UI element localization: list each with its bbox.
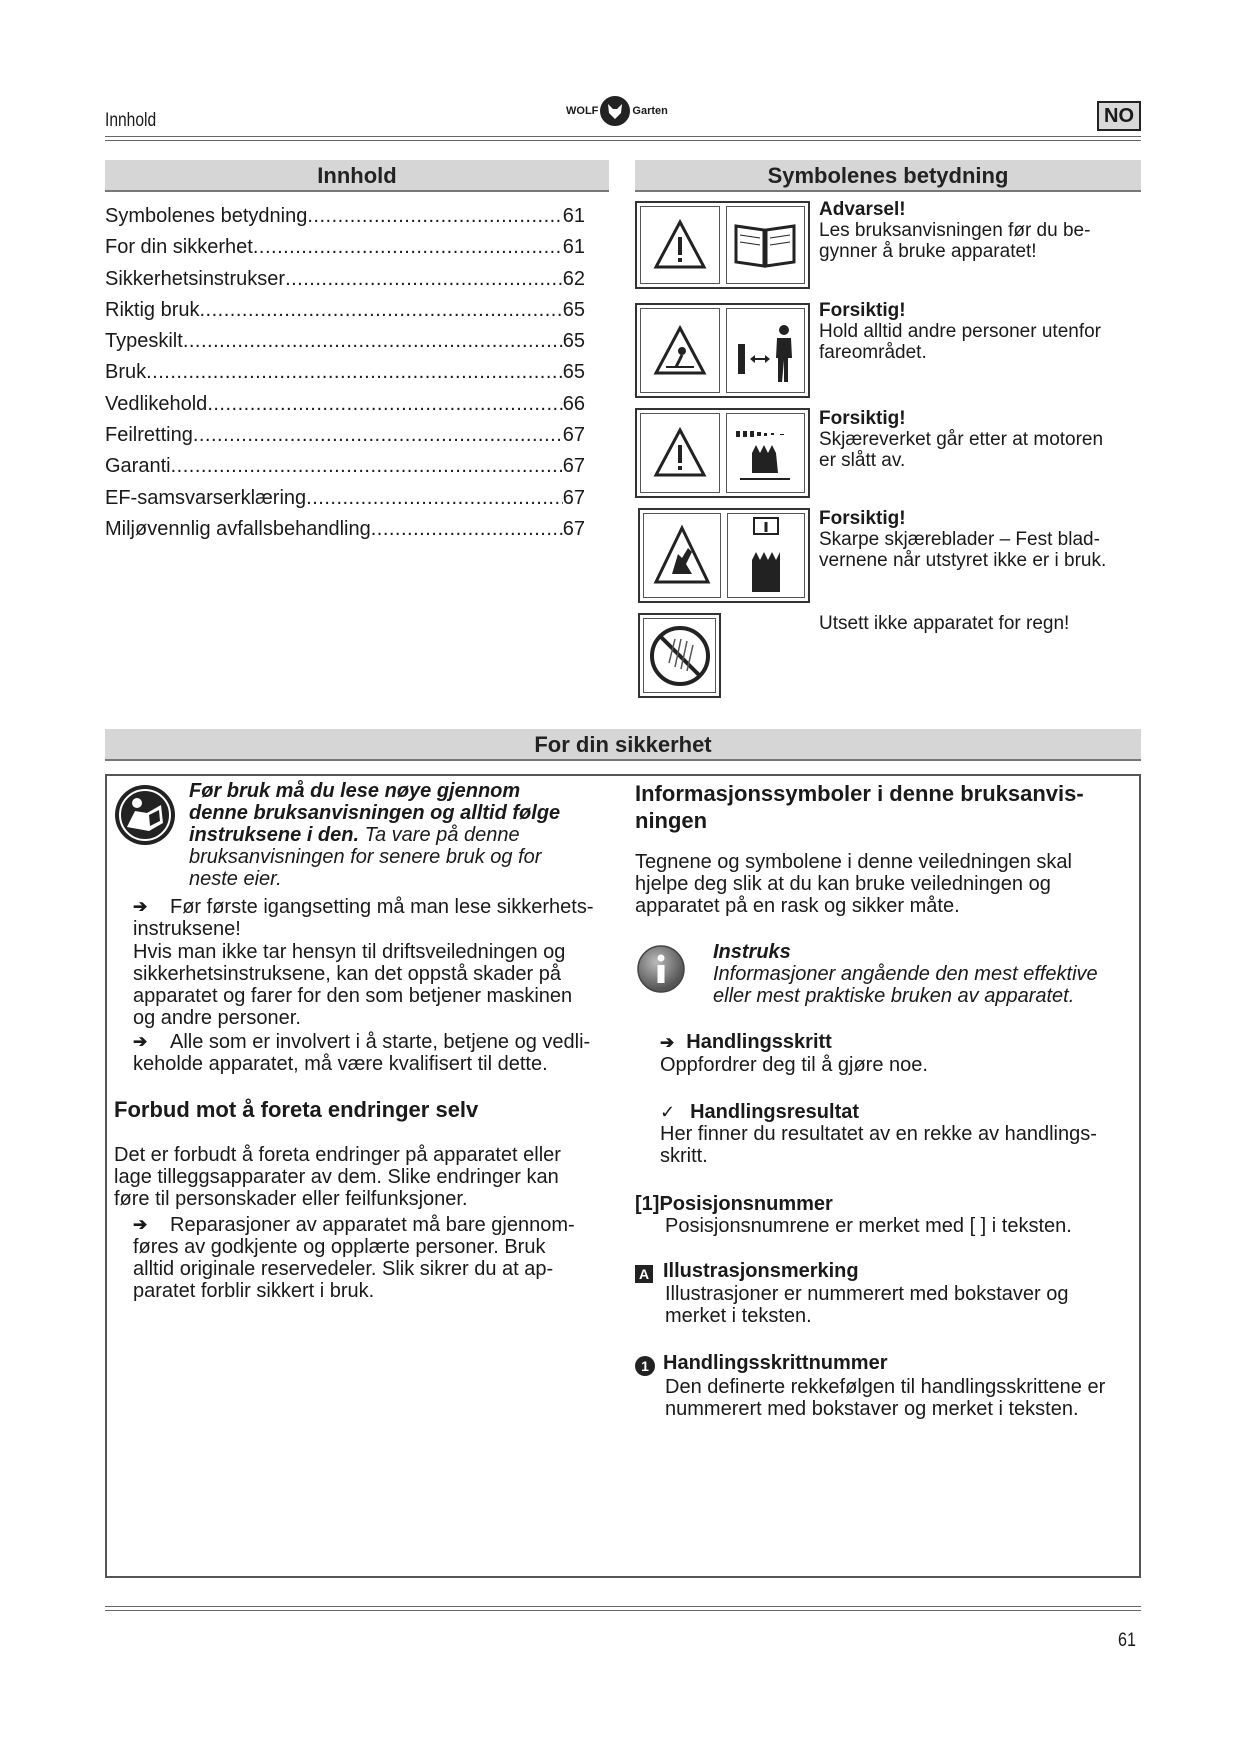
toc-item-title: Typeskilt — [105, 330, 183, 353]
symbol-heading-1: Advarsel! — [819, 199, 906, 220]
toc-leader-dots — [371, 514, 563, 545]
ill-text: Illustrasjoner er nummerert med bokstaver og merket i teksten. — [665, 1283, 1069, 1327]
info-heading: Informasjonssymboler i denne bruksanvis- ningen — [635, 781, 1084, 833]
toc-item[interactable] — [105, 389, 585, 420]
toc-leader-dots — [306, 483, 563, 514]
toc-leader-dots — [307, 201, 562, 232]
read-manual-icon — [726, 206, 806, 284]
read-manual-circle-icon — [113, 783, 177, 852]
symbol-text-2 — [819, 300, 1139, 363]
toc-item-title: Feilretting — [105, 424, 193, 447]
toc-leader-dots — [253, 232, 563, 263]
toc-item-title: For din sikkerhet — [105, 236, 253, 259]
resultat-block — [660, 1101, 1140, 1167]
arrow-right-icon: ➔ — [133, 1215, 148, 1234]
step-number-badge: 1 — [635, 1356, 655, 1376]
safety-step-3-text: Reparasjoner av apparatet må bare gjennom- føres av godkjente og opplærte personer. Bruk alltid originale reservedeler. Slik sikrer du at ap- paratet forblir sikkert i bruk. — [133, 1214, 575, 1302]
checkmark-icon: ✓ — [660, 1102, 676, 1122]
arrow-right-icon: ➔ — [133, 897, 148, 916]
symbol-desc-5: Utsett ikke apparatet for regn! — [819, 613, 1070, 634]
toc-item[interactable] — [105, 514, 585, 545]
num-block — [635, 1352, 1145, 1420]
no-rain-icon — [643, 618, 716, 693]
forbud-heading: Forbud mot å foreta endringer selv — [114, 1097, 479, 1122]
header-section-label: Innhold — [105, 110, 157, 131]
arrow-right-icon: ➔ — [660, 1033, 675, 1052]
handling-text: Oppfordrer deg til å gjøre noe. — [660, 1054, 928, 1076]
symbol-heading-2: Forsiktig! — [819, 300, 906, 321]
symbol-text-5 — [819, 613, 1139, 634]
handling-block — [660, 1031, 1140, 1076]
safety-step-2-text: Alle som er involvert i å starte, betjene og vedli- keholde apparatet, må være kvalifisert til dette. — [133, 1031, 591, 1075]
toc-item-page: 67 — [562, 486, 585, 509]
toc-leader-dots — [199, 295, 562, 326]
blade-guard-icon — [727, 513, 805, 598]
toc-leader-dots — [146, 357, 563, 388]
symbol-text-1 — [819, 199, 1139, 262]
toc-leader-dots — [285, 264, 563, 295]
symbol-desc-4: Skarpe skjæreblader – Fest blad- vernene når utstyret ikke er i bruk. — [819, 529, 1107, 571]
toc-item-title: Bruk — [105, 361, 147, 384]
symbol-warning-manual — [635, 201, 810, 289]
safety-para-1: Hvis man ikke tar hensyn til driftsveiledningen og sikkerhetsinstruksene, kan det oppstå skader på apparatet og farer for den som betjener maskinen og andre personer. — [133, 941, 573, 1029]
ill-heading: Illustrasjonsmerking — [663, 1260, 859, 1282]
toc-item-title: EF-samsvarserklæring — [105, 486, 307, 509]
safety-intro — [189, 780, 629, 890]
pos-block — [635, 1193, 1135, 1237]
header-rule — [105, 136, 1141, 141]
toc-list — [105, 201, 585, 545]
forbud-text: Det er forbudt å foreta endringer på apparatet eller lage tilleggsapparater av dem. Slike endringer kan føre til personskader eller feilfunksjoner. — [114, 1144, 561, 1210]
safety-intro-rest: Ta vare på denne bruksanvisningen for senere bruk og for neste eier. — [189, 824, 542, 890]
symbol-desc-1: Les bruksanvisningen før du be- gynner å bruke apparatet! — [819, 220, 1091, 262]
toc-leader-dots — [183, 326, 563, 357]
instruks-text: Informasjoner angående den mest effektive eller mest praktiske bruken av apparatet. — [713, 963, 1098, 1007]
language-badge: NO — [1097, 101, 1141, 131]
toc-item-page: 65 — [562, 361, 585, 384]
symbol-sharp-blades — [638, 508, 810, 603]
toc-item-page: 62 — [562, 267, 585, 290]
toc-item-page: 65 — [562, 330, 585, 353]
illustration-badge: A — [635, 1265, 653, 1283]
symbol-desc-3: Skjæreverket går etter at motoren er slått av. — [819, 429, 1104, 471]
person-distance-icon — [726, 308, 806, 393]
num-heading: Handlingsskrittnummer — [663, 1352, 888, 1374]
safety-step-1-text: Før første igangsetting må man lese sikkerhets- instruksene! — [133, 896, 594, 940]
toc-item[interactable] — [105, 357, 585, 388]
toc-item[interactable] — [105, 420, 585, 451]
toc-leader-dots — [171, 451, 563, 482]
toc-item[interactable] — [105, 232, 585, 263]
toc-item-title: Sikkerhetsinstrukser — [105, 267, 286, 290]
info-text: Tegnene og symbolene i denne veiledningen skal hjelpe deg slik at du kan bruke veiledningen og apparatet på en rask og sikker måte. — [635, 851, 1072, 917]
logo-text-left: WOLF — [566, 105, 599, 117]
pos-text: Posisjonsnumrene er merket med [ ] i teksten. — [665, 1215, 1072, 1237]
symbol-desc-2: Hold alltid andre personer utenfor fareområdet. — [819, 321, 1102, 363]
toc-item[interactable] — [105, 264, 585, 295]
handling-heading: Handlingsskritt — [686, 1031, 832, 1053]
logo-text-right: Garten — [632, 105, 668, 117]
toc-leader-dots — [193, 420, 563, 451]
toc-item[interactable] — [105, 326, 585, 357]
instruks-block — [713, 941, 1143, 1007]
symbol-text-4 — [819, 508, 1139, 571]
brand-logo — [566, 96, 668, 126]
toc-item-page: 61 — [562, 236, 585, 259]
safety-intro-bold: Før bruk må du lese nøye gjennom denne bruksanvisningen og alltid følge instruksene i den. — [189, 780, 561, 846]
toc-item-title: Miljøvennlig avfallsbehandling — [105, 517, 371, 540]
toc-item-page: 61 — [562, 205, 585, 227]
warning-triangle-icon — [640, 206, 720, 284]
toc-item-page: 67 — [562, 455, 585, 478]
instruks-heading: Instruks — [713, 941, 791, 963]
symbols-title: Symbolenes betydning — [635, 160, 1141, 192]
symbol-heading-3: Forsiktig! — [819, 408, 906, 429]
wolf-head-icon — [600, 96, 630, 126]
symbol-keep-distance — [635, 303, 810, 398]
cut-hand-warning-icon — [643, 513, 721, 598]
toc-item-title: Riktig bruk — [105, 298, 200, 321]
toc-item[interactable] — [105, 451, 585, 482]
thrown-objects-warning-icon — [640, 308, 720, 393]
resultat-heading: Handlingsresultat — [690, 1101, 860, 1123]
toc-item-title: Vedlikehold — [105, 392, 208, 415]
resultat-text: Her finner du resultatet av en rekke av handlings- skritt. — [660, 1123, 1097, 1167]
pos-heading: [1]Posisjonsnummer — [635, 1193, 833, 1215]
arrow-right-icon: ➔ — [133, 1032, 148, 1051]
page-number: 61 — [1118, 1630, 1136, 1651]
toc-item-page: 65 — [562, 298, 585, 321]
symbol-no-rain — [638, 613, 721, 698]
warning-triangle-icon — [640, 413, 720, 493]
toc-item[interactable] — [105, 295, 585, 326]
toc-item-page: 66 — [562, 392, 585, 415]
toc-item[interactable] — [105, 483, 585, 514]
blade-rundown-icon — [726, 413, 806, 493]
info-icon — [636, 944, 686, 999]
ill-block — [635, 1260, 1135, 1327]
toc-item-title: Symbolenes betydning — [105, 205, 308, 227]
safety-title: For din sikkerhet — [105, 729, 1141, 761]
toc-item[interactable] — [105, 201, 585, 232]
toc-leader-dots — [207, 389, 562, 420]
num-text: Den definerte rekkefølgen til handlingsskrittene er nummerert med bokstaver og merket i teksten. — [665, 1376, 1106, 1420]
symbol-text-3 — [819, 408, 1139, 471]
toc-item-title: Garanti — [105, 455, 171, 478]
symbol-cutter-runs-on — [635, 408, 810, 498]
toc-item-page: 67 — [562, 424, 585, 447]
toc-title: Innhold — [105, 160, 609, 192]
toc-item-page: 67 — [562, 517, 585, 540]
footer-rule — [105, 1606, 1141, 1611]
symbol-heading-4: Forsiktig! — [819, 508, 906, 529]
